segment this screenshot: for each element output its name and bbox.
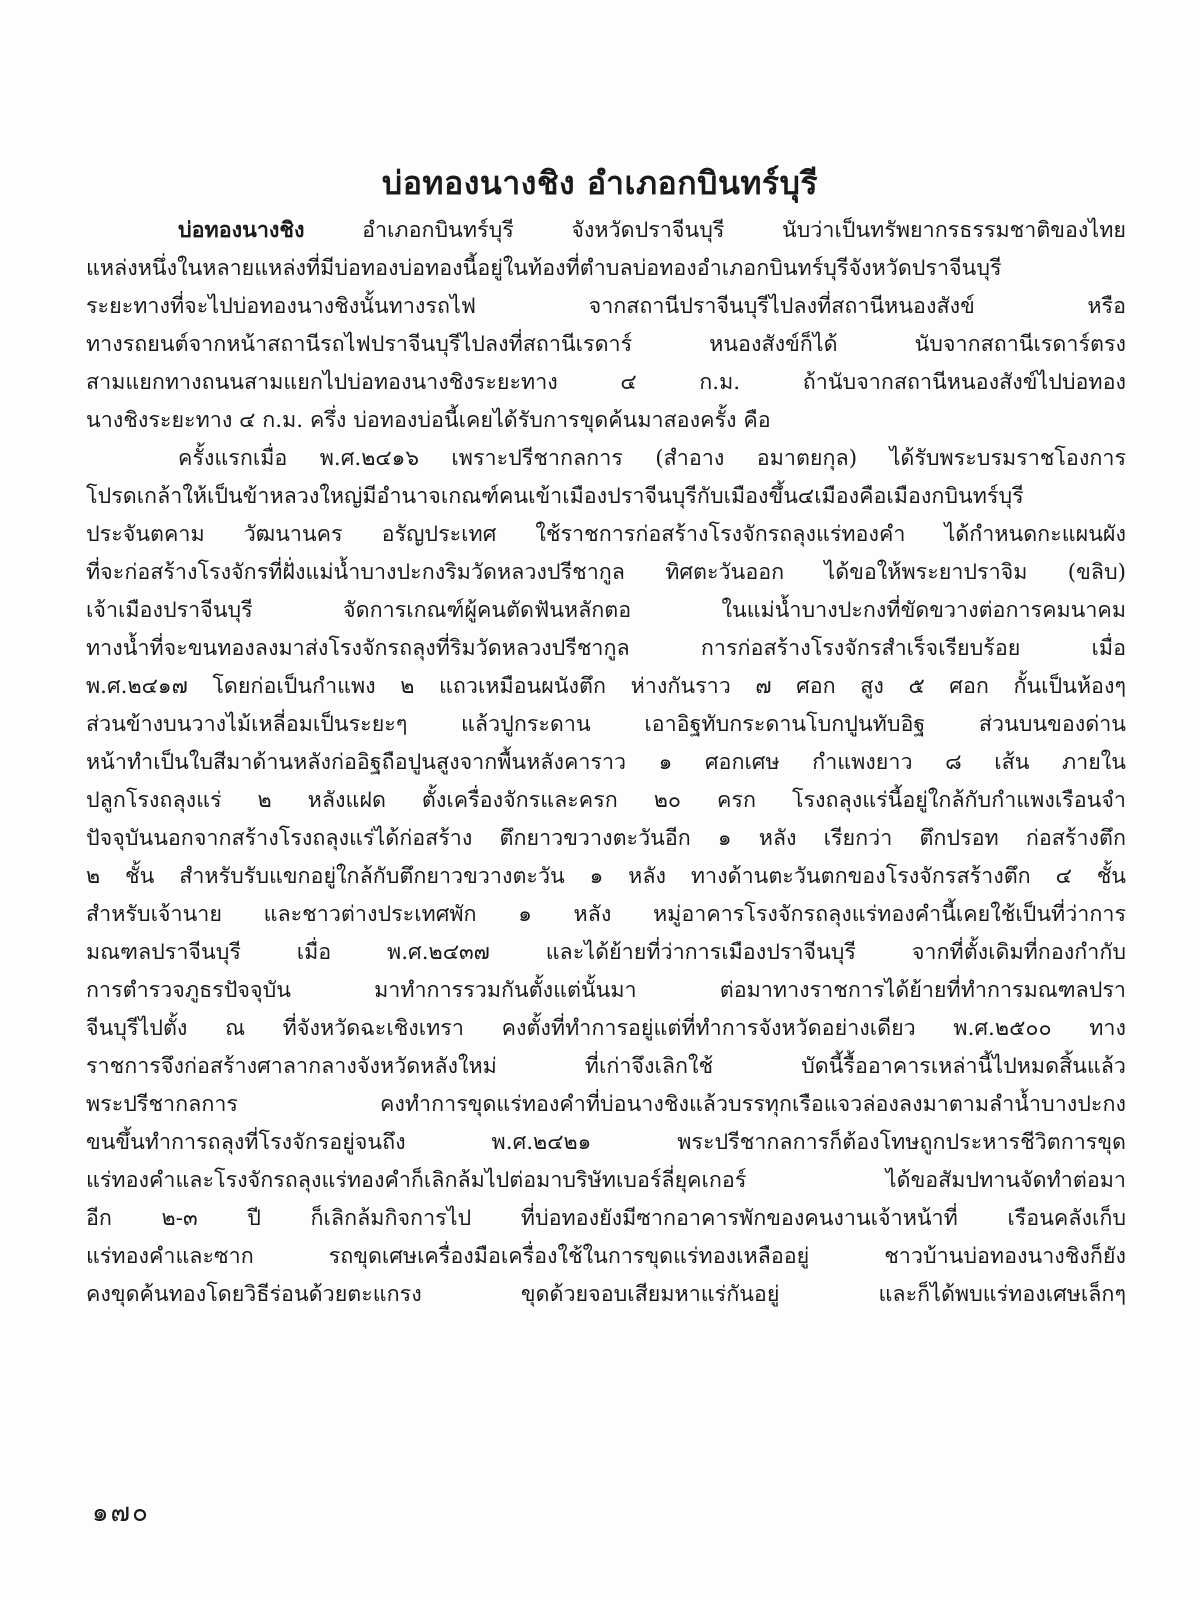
paragraph-2-line: โปรดเกล้าให้เป็นข้าหลวงใหญ่มีอำนาจเกณฑ์คนเข้าเมืองปราจีนบุรีกับเมืองขึ้น๔เมืองคือเมืองกบินทร์บุรี bbox=[86, 484, 1024, 509]
paragraph-2-line: ปัจจุบันนอกจากสร้างโรงถลุงแร่ได้ก่อสร้าง ตึกยาวขวางตะวันอีก ๑ หลัง เรียกว่า ตึกปรอท ก่อสร้างตึก bbox=[86, 826, 1126, 851]
paragraph-2-line: ขนขึ้นทำการถลุงที่โรงจักรอยู่จนถึง พ.ศ.๒๔๒๑ พระปรีชากลการก็ต้องโทษถูกประหารชีวิตการขุด bbox=[86, 1130, 1126, 1155]
paragraph-1-line: ทางรถยนต์จากหน้าสถานีรถไฟปราจีนบุรีไปลงที่สถานีเรดาร์ หนองสังข์ก็ได้ นับจากสถานีเรดาร์ตรง bbox=[86, 332, 1126, 357]
page-title: บ่อทองนางชิง อำเภอกบินทร์บุรี bbox=[381, 164, 819, 202]
paragraph-2-line: พ.ศ.๒๔๑๗ โดยก่อเป็นกำแพง ๒ แถวเหมือนผนังตึก ห่างกันราว ๗ ศอก สูง ๕ ศอก กั้นเป็นห้องๆ bbox=[86, 674, 1126, 699]
paragraph-1-line: ระยะทางที่จะไปบ่อทองนางชิงนั้นทางรถไฟ จากสถานีปราจีนบุรีไปลงที่สถานีหนองสังข์ หรือ bbox=[86, 294, 1126, 319]
paragraph-2-line: พระปรีชากลการ คงทำการขุดแร่ทองคำที่บ่อนางชิงแล้วบรรทุกเรือแจวล่องลงมาตามลำน้ำบางปะกง bbox=[86, 1092, 1126, 1117]
paragraph-2-line: ปลูกโรงถลุงแร่ ๒ หลังแฝด ตั้งเครื่องจักรและครก ๒๐ ครก โรงถลุงแร่นี้อยู่ใกล้กับกำแพงเรือนจำ bbox=[86, 788, 1126, 813]
paragraph-1-line: แหล่งหนึ่งในหลายแหล่งที่มีบ่อทองบ่อทองนี้อยู่ในท้องที่ตำบลบ่อทองอำเภอกบินทร์บุรีจังหวัดปราจีนบุรี bbox=[86, 256, 1002, 281]
paragraph-2-line: หน้าทำเป็นใบสีมาด้านหลังก่ออิฐถือปูนสูงจากพื้นหลังคาราว ๑ ศอกเศษ กำแพงยาว ๘ เส้น ภายใน bbox=[86, 750, 1126, 775]
paragraph-2-line-1: ครั้งแรกเมื่อ พ.ศ.๒๔๑๖ เพราะปรีชากลการ (สำอาง อมาตยกุล) ได้รับพระบรมราชโองการ bbox=[178, 446, 1126, 471]
paragraph-2-line: เจ้าเมืองปราจีนบุรี จัดการเกณฑ์ผู้คนตัดฟันหลักตอ ในแม่น้ำบางปะกงที่ขัดขวางต่อการคมนาคม bbox=[86, 598, 1126, 623]
paragraph-2-line: มณฑลปราจีนบุรี เมื่อ พ.ศ.๒๔๓๗ และได้ย้ายที่ว่าการเมืองปราจีนบุรี จากที่ตั้งเดิมที่กองกำกับ bbox=[86, 940, 1126, 965]
paragraph-lead-phrase: บ่อทองนางชิง bbox=[178, 218, 305, 243]
paragraph-1-line: สามแยกทางถนนสามแยกไปบ่อทองนางชิงระยะทาง ๔ ก.ม. ถ้านับจากสถานีหนองสังข์ไปบ่อทอง bbox=[86, 370, 1126, 395]
paragraph-2-line: ที่จะก่อสร้างโรงจักรที่ฝั่งแม่น้ำบางปะกงริมวัดหลวงปรีชากูล ทิศตะวันออก ได้ขอให้พระยาปราจิม (ขลิบ) bbox=[86, 560, 1126, 585]
paragraph-2-line: สำหรับเจ้านาย และชาวต่างประเทศพัก ๑ หลัง หมู่อาคารโรงจักรถลุงแร่ทองคำนี้เคยใช้เป็นที่ว่าการ bbox=[86, 902, 1126, 927]
paragraph-1-line-1 bbox=[86, 212, 1126, 250]
paragraph-2-line: ราชการจึงก่อสร้างศาลากลางจังหวัดหลังใหม่ ที่เก่าจึงเลิกใช้ บัดนี้รื้ออาคารเหล่านี้ไปหมดสิ้นแล้ว bbox=[86, 1054, 1126, 1079]
paragraph-2-line: ประจันตคาม วัฒนานคร อรัญประเทศ ใช้ราชการก่อสร้างโรงจักรถลุงแร่ทองคำ ได้กำหนดกะแผนผัง bbox=[86, 522, 1126, 547]
paragraph-2-line: ทางน้ำที่จะขนทองลงมาส่งโรงจักรถลุงที่ริมวัดหลวงปรีชากูล การก่อสร้างโรงจักรสำเร็จเรียบร้อย เมื่อ bbox=[86, 636, 1126, 661]
paragraph-2-line: คงขุดค้นทองโดยวิธีร่อนด้วยตะแกรง ขุดด้วยจอบเสียมหาแร่กันอยู่ และก็ได้พบแร่ทองเศษเล็กๆ bbox=[86, 1282, 1126, 1307]
paragraph-2-line: ๒ ชั้น สำหรับรับแขกอยู่ใกล้กับตึกยาวขวางตะวัน ๑ หลัง ทางด้านตะวันตกของโรงจักรสร้างตึก ๔ ชั้น bbox=[86, 864, 1126, 889]
paragraph-2-line: แร่ทองคำและซาก รถขุดเศษเครื่องมือเครื่องใช้ในการขุดแร่ทองเหลืออยู่ ชาวบ้านบ่อทองนางชิงก็ยัง bbox=[86, 1244, 1126, 1269]
paragraph-2-line: การตำรวจภูธรปัจจุบัน มาทำการรวมกันตั้งแต่นั้นมา ต่อมาทางราชการได้ย้ายที่ทำการมณฑลปรา bbox=[86, 978, 1126, 1003]
document-body bbox=[86, 212, 1126, 1314]
paragraph-2-line: จีนบุรีไปตั้ง ณ ที่จังหวัดฉะเชิงเทรา คงตั้งที่ทำการอยู่แต่ที่ทำการจังหวัดอย่างเดียว พ.ศ.๒๕๐๐ ทาง bbox=[86, 1016, 1126, 1041]
paragraph-2-line: แร่ทองคำและโรงจักรถลุงแร่ทองคำก็เลิกล้มไปต่อมาบริษัทเบอร์ลี่ยุคเกอร์ ได้ขอสัมปทานจัดทำต่อมา bbox=[86, 1168, 1126, 1193]
paragraph-1-first-text: อำเภอกบินทร์บุรี จังหวัดปราจีนบุรี นับว่าเป็นทรัพยากรธรรมชาติของไทย bbox=[304, 218, 1126, 243]
paragraph-2-line: ส่วนข้างบนวางไม้เหลี่อมเป็นระยะๆ แล้วปูกระดาน เอาอิฐทับกระดานโบกปูนทับอิฐ ส่วนบนของด่าน bbox=[86, 712, 1126, 737]
paragraph-2-line: อีก ๒-๓ ปี ก็เลิกล้มกิจการไป ที่บ่อทองยังมีซากอาคารพักของคนงานเจ้าหน้าที่ เรือนคลังเก็บ bbox=[86, 1206, 1126, 1231]
page-number: ๑๗๐ bbox=[92, 1498, 150, 1528]
paragraph-1-line: นางชิงระยะทาง ๔ ก.ม. ครึ่ง บ่อทองบ่อนี้เคยได้รับการขุดค้นมาสองครั้ง คือ bbox=[86, 408, 771, 433]
